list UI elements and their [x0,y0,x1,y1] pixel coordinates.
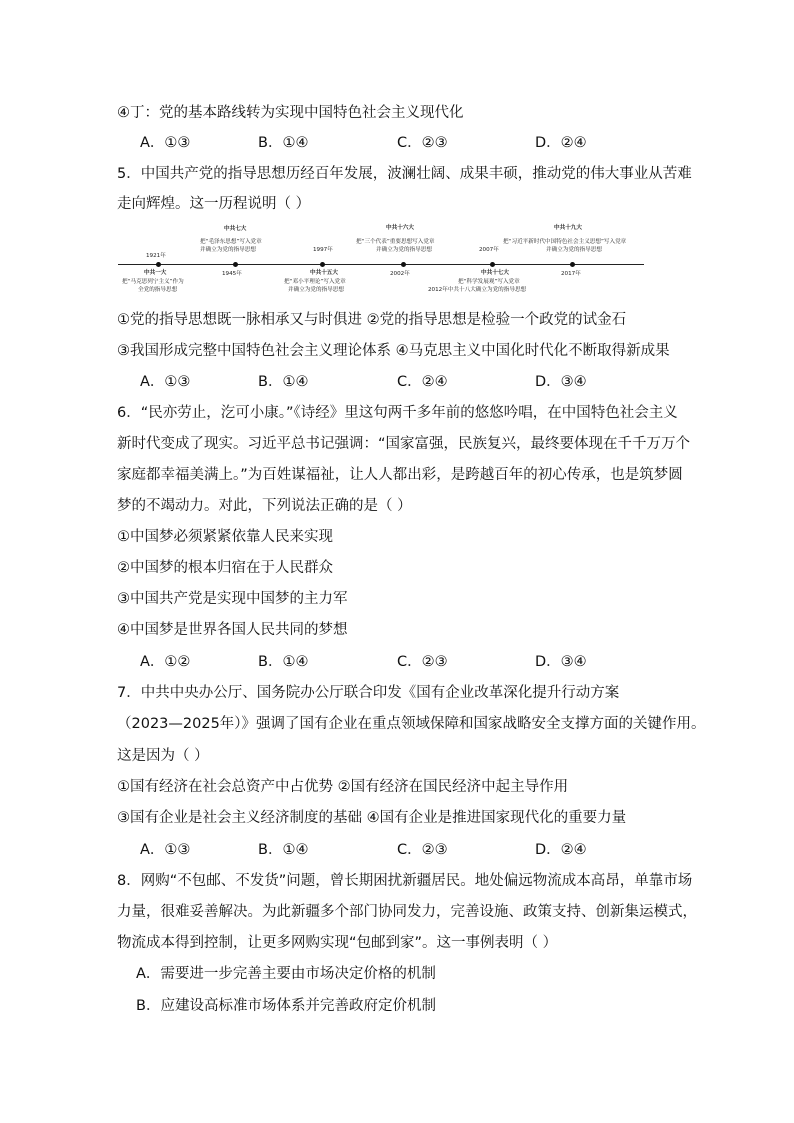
q4-item-4: ④丁：党的基本路线转为实现中国特色社会主义现代化 [117,105,464,121]
timeline-1945-dot [233,262,238,267]
timeline-2007-congress: 中共十七大 [481,270,509,276]
timeline-1997-desc-1: 把“邓小平理论”写入党章 [284,279,346,285]
q5-timeline [118,222,646,296]
q6-choice-1: ①中国梦必须紧紧依靠人民来实现 [117,529,333,545]
q7-option-d[interactable]: D．②④ [535,842,587,858]
q6-choice-3: ③中国共产党是实现中国梦的主力军 [117,591,348,607]
q5-stem-line-1: 5．中国共产党的指导思想历经百年发展，波澜壮阔、成果丰硕，推动党的伟大事业从苦难 [117,166,692,182]
q6-option-a[interactable]: A．①② [140,654,191,670]
q6-stem-line-1: 6．“民亦劳止，汔可小康。”《诗经》里这句两千多年前的悠悠吟唱，在中国特色社会主义 [117,405,678,421]
timeline-2017-dot [570,262,575,267]
timeline-2007-dot [490,262,495,267]
q6-stem-line-3: 家庭都幸福美满上。”为百姓谋福祉，让人人都出彩，是跨越百年的初心传承，也是筑梦圆 [117,467,683,483]
q8-option-a[interactable]: A．需要进一步完善主要由市场决定价格的机制 [136,966,436,982]
q6-choice-2: ②中国梦的根本归宿在于人民群众 [117,560,333,576]
timeline-2002-congress: 中共十六大 [386,225,414,231]
timeline-1921-dot [156,262,161,267]
q8-stem-line-1: 8．网购“不包邮、不发货”问题，曾长期困扰新疆居民。地处偏远物流成本高昂，单靠市场 [117,873,693,889]
timeline-1921-year: 1921年 [146,253,166,259]
timeline-axis [118,264,644,265]
q6-option-c[interactable]: C．②③ [397,654,448,670]
q8-option-b[interactable]: B．应建设高标准市场体系并完善政府定价机制 [136,998,436,1014]
q5-choice-line-1: ①党的指导思想既一脉相承又与时俱进 ②党的指导思想是检验一个政党的试金石 [117,312,627,328]
timeline-2002-year: 2002年 [390,271,410,277]
timeline-1945-desc-1: 把“毛泽东思想”写入党章 [200,239,262,245]
timeline-1921-desc-2: 全党的指导思想 [138,287,178,293]
q7-choice-line-1: ①国有经济在社会总资产中占优势 ②国有经济在国民经济中起主导作用 [117,779,569,795]
q4-option-b[interactable]: B．①④ [258,135,309,151]
timeline-2002-desc-2: 并确立为党的指导思想 [376,247,432,253]
timeline-2007-desc-1: 把“科学发展观”写入党章 [458,279,520,285]
q7-choice-line-2: ③国有企业是社会主义经济制度的基础 ④国有企业是推进国家现代化的重要力量 [117,810,627,826]
timeline-1945-desc-2: 并确立为党的指导思想 [200,247,256,253]
timeline-2007-desc-2: 2012年中共十八大确立为党的指导思想 [428,287,527,293]
timeline-1997-congress: 中共十五大 [310,270,338,276]
q6-option-b[interactable]: B．①④ [258,654,309,670]
timeline-2007-year: 2007年 [479,247,499,253]
timeline-1921-congress: 中共一大 [144,270,167,276]
q4-option-d[interactable]: D．②④ [535,135,587,151]
q5-option-a[interactable]: A．①③ [140,374,191,390]
timeline-1997-year: 1997年 [313,247,333,253]
q8-stem-line-3: 物流成本得到控制，让更多网购实现“包邮到家”。这一事例表明（ ） [117,935,558,951]
q5-choice-line-2: ③我国形成完整中国特色社会主义理论体系 ④马克思主义中国化时代化不断取得新成果 [117,343,670,359]
timeline-1921-desc-1: 把“马克思列宁主义”作为 [122,279,184,285]
q7-stem-line-1: 7．中共中央办公厅、国务院办公厅联合印发《国有企业改革深化提升行动方案 [117,685,620,701]
q6-stem-line-2: 新时代变成了现实。习近平总书记强调：“国家富强，民族复兴，最终要体现在千千万万个 [117,436,691,452]
timeline-1945-congress: 中共七大 [224,226,247,232]
q4-option-a[interactable]: A．①③ [140,135,191,151]
q8-stem-line-2: 力量，很难妥善解决。为此新疆多个部门协同发力，完善设施、政策支持、创新集运模式， [117,904,697,920]
timeline-2017-desc-1: 把“习近平新时代中国特色社会主义思想”写入党章 [503,239,627,245]
q7-stem-line-3: 这是因为（ ） [117,748,209,764]
timeline-2017-desc-2: 并确立为党的指导思想 [546,247,602,253]
q4-option-c[interactable]: C．②③ [397,135,448,151]
q7-option-c[interactable]: C．②③ [397,842,448,858]
q6-choice-4: ④中国梦是世界各国人民共同的梦想 [117,622,348,638]
timeline-2002-desc-1: 把“三个代表”重要思想写入党章 [356,239,435,245]
q5-option-d[interactable]: D．③④ [535,374,587,390]
q6-stem-line-4: 梦的不竭动力。对此，下列说法正确的是（ ） [117,498,412,514]
timeline-2002-dot [401,262,406,267]
q7-option-b[interactable]: B．①④ [258,842,309,858]
q7-stem-line-2: （2023—2025年）》强调了国有企业在重点领域保障和国家战略安全支撑方面的关键作用。 [117,716,706,732]
timeline-1945-year: 1945年 [222,271,242,277]
q6-option-d[interactable]: D．③④ [535,654,587,670]
q7-option-a[interactable]: A．①③ [140,842,191,858]
timeline-2017-year: 2017年 [561,271,581,277]
timeline-2017-congress: 中共十九大 [554,225,582,231]
q5-stem-line-2: 走向辉煌。这一历程说明（ ） [117,196,311,212]
q5-option-b[interactable]: B．①④ [258,374,309,390]
timeline-1997-dot [320,262,325,267]
timeline-1997-desc-2: 并确立为党的指导思想 [288,287,344,293]
q5-option-c[interactable]: C．②④ [397,374,448,390]
